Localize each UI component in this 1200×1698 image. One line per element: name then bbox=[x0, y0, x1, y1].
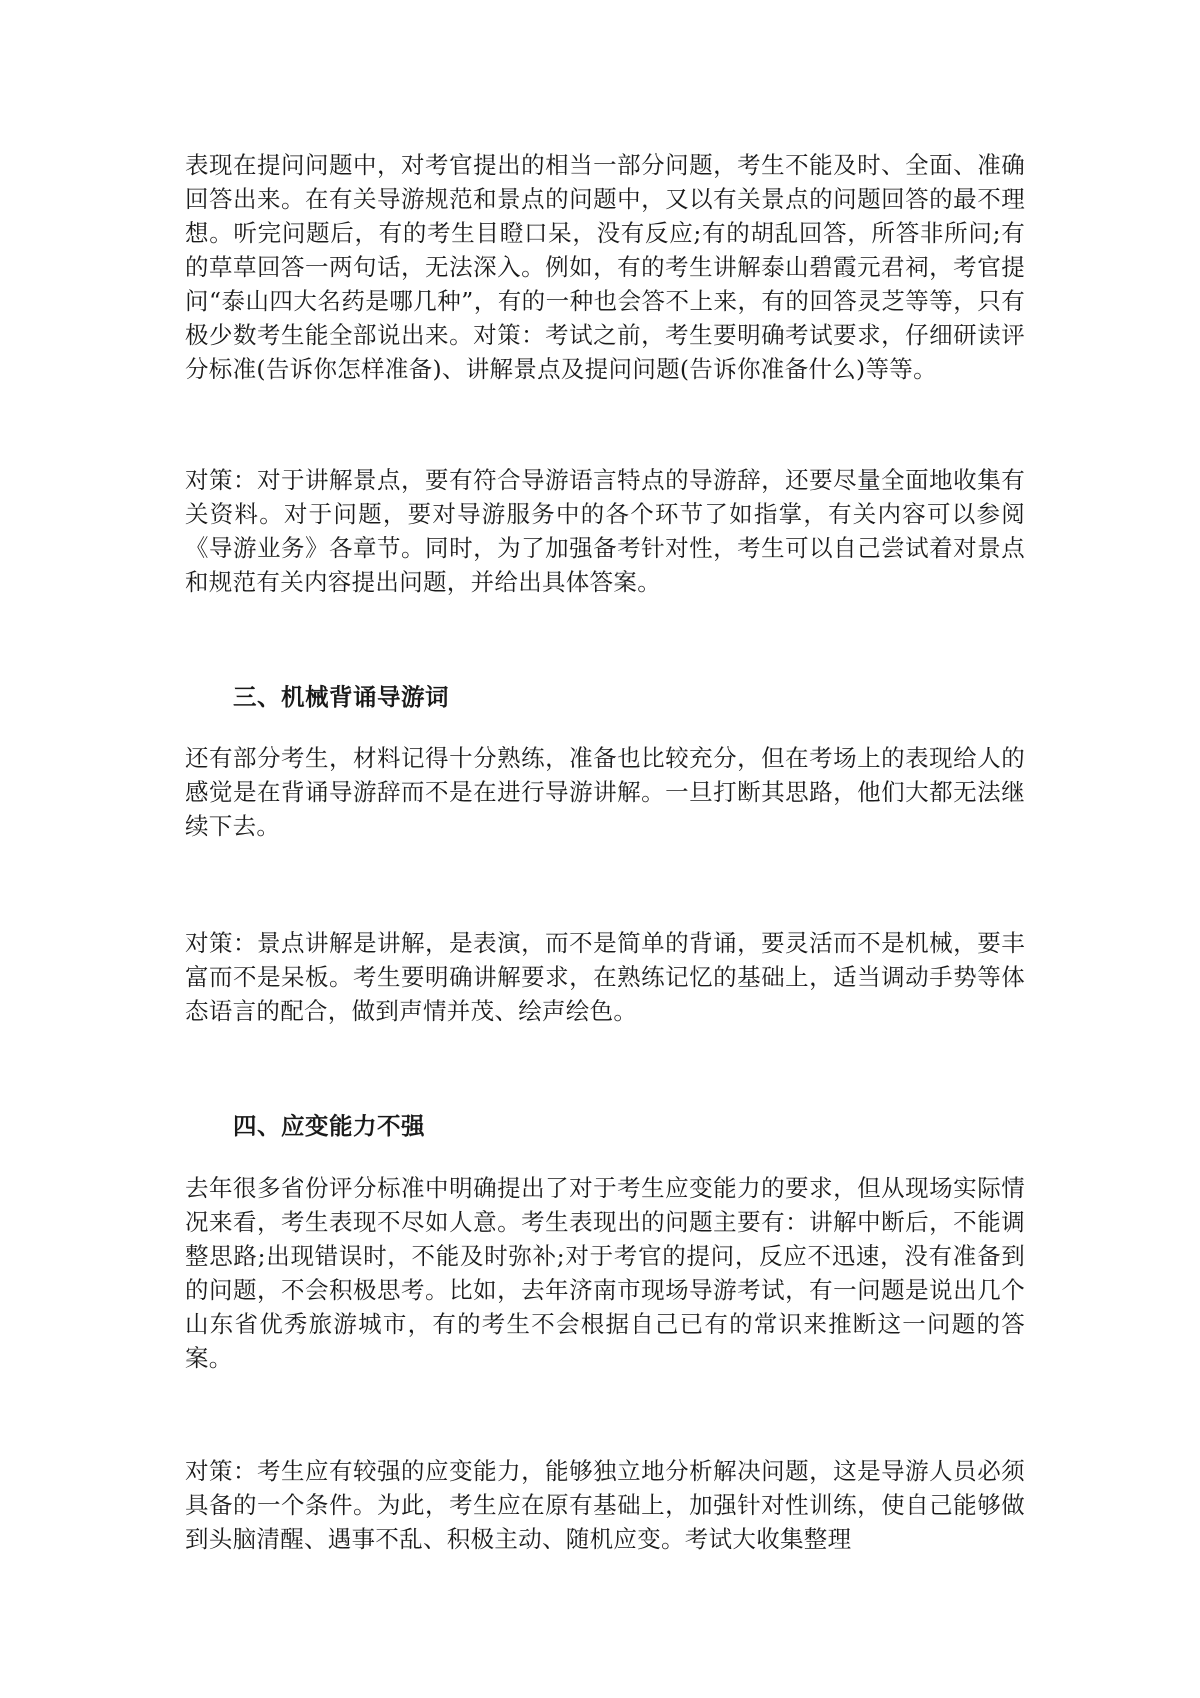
paragraph-strategy-adaptability: 对策：考生应有较强的应变能力，能够独立地分析解决问题，这是导游人员必须具备的一个条件。为此，考生应在原有基础上，加强针对性训练，使自己能够做到头脑清醒、遇事不乱、积极主动、随机应变。考试大收集整理 bbox=[185, 1457, 1025, 1553]
paragraph-mechanical-recitation: 还有部分考生，材料记得十分熟练，准备也比较充分，但在考场上的表现给人的感觉是在背诵导游辞而不是在进行导游讲解。一旦打断其思路，他们大都无法继续下去。 bbox=[185, 744, 1025, 840]
paragraph-adaptability-issue: 去年很多省份评分标准中明确提出了对于考生应变能力的要求，但从现场实际情况来看，考生表现不尽如人意。考生表现出的问题主要有：讲解中断后，不能调整思路;出现错误时，不能及时弥补;对于考官的提问，反应不迅速，没有准备到的问题，不会积极思考。比如，去年济南市现场导游考试，有一问题是说出几个山东省优秀旅游城市，有的考生不会根据自己已有的常识来推断这一问题的答案。 bbox=[185, 1174, 1025, 1372]
section-heading-3: 三、机械背诵导游词 bbox=[233, 683, 449, 711]
paragraph-exam-questions-issue: 表现在提问问题中，对考官提出的相当一部分问题，考生不能及时、全面、准确回答出来。在有关导游规范和景点的问题中，又以有关景点的问题回答的最不理想。听完问题后，有的考生目瞪口呆，没有反应;有的胡乱回答，所答非所问;有的草草回答一两句话，无法深入。例如，有的考生讲解泰山碧霞元君祠，考官提问“泰山四大名药是哪几种”，有的一种也会答不上来，有的回答灵芝等等，只有极少数考生能全部说出来。对策：考试之前，考生要明确考试要求，仔细研读评分标准(告诉你怎样准备)、讲解景点及提问问题(告诉你准备什么)等等。 bbox=[185, 151, 1025, 383]
paragraph-strategy-preparation: 对策：对于讲解景点，要有符合导游语言特点的导游辞，还要尽量全面地收集有关资料。对于问题，要对导游服务中的各个环节了如指掌，有关内容可以参阅《导游业务》各章节。同时，为了加强备考针对性，考生可以自己尝试着对景点和规范有关内容提出问题，并给出具体答案。 bbox=[185, 466, 1025, 596]
paragraph-strategy-performance: 对策：景点讲解是讲解，是表演，而不是简单的背诵，要灵活而不是机械，要丰富而不是呆板。考生要明确讲解要求，在熟练记忆的基础上，适当调动手势等体态语言的配合，做到声情并茂、绘声绘色。 bbox=[185, 929, 1025, 1025]
section-heading-4: 四、应变能力不强 bbox=[233, 1112, 425, 1140]
